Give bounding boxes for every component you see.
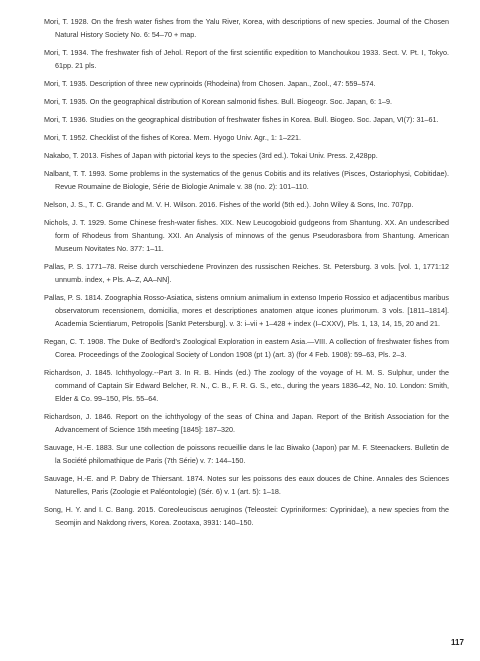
reference-entry: Pallas, P. S. 1814. Zoographia Rosso-Asiatica, sistens omnium animalium in extenso Imperio Rossico et adjacentibus maribus observatorum recensionem, domicilia, mores et descriptiones anatomen atque icones plurimorum. 3 vols. [1811–1814]. Academia Scientiarum, Petropolis [Sankt Petersburg]. v. 3: i–vii + 1–428 + index (I–CXXV), Pls. 1, 13, 14, 15, 20 and 21. [44,293,449,328]
reference-entry: Mori, T. 1936. Studies on the geographical distribution of freshwater fishes in Korea. Bull. Biogeo. Soc. Japan, Ⅵ(7): 31–61. [44,115,439,124]
reference-entry: Mori, T. 1952. Checklist of the fishes of Korea. Mem. Hyogo Univ. Agr., 1: 1–221. [44,133,302,142]
reference-entry: Nichols, J. T. 1929. Some Chinese fresh-water fishes. XIX. New Leucogobioid gudgeons from Shantung. XX. An undescribed form of Rhodeus from Shantung. XXI. An Analysis of minnows of the genus Pseudorasbora from Shantung. American Museum Novitates No. 377: 1–11. [44,218,449,253]
reference-entry: Nalbant, T. T. 1993. Some problems in the systematics of the genus Cobitis and its relatives (Pisces, Ostariophysi, Cobitidae). Revue Roumaine de Biologie, Série de Biologie Animale v. 38 (no. 2): 101–110. [44,169,449,191]
reference-entry: Nakabo, T. 2013. Fishes of Japan with pictorial keys to the species (3rd ed.). Tokai Univ. Press. 2,428pp. [44,151,378,160]
reference-entry: Sauvage, H.-E. 1883. Sur une collection de poissons recueillie dans le lac Biwako (Japon) par M. F. Steenackers. Bulletin de la Société philomathique de Paris (7th Série) v. 7: 144–150. [44,443,449,465]
page-number: 117 [451,638,464,647]
reference-entry: Richardson, J. 1845. Ichthyology.--Part 3. In R. B. Hinds (ed.) The zoology of the voyage of H. M. S. Sulphur, under the command of Captain Sir Edward Belcher, R. N., C. B., F. R. G. S., etc., during the years 1836–42, No. 10. London: Smith, Elder & Co. 99–150, Pls. 55–64. [44,368,449,403]
reference-entry: Song, H. Y. and I. C. Bang. 2015. Coreoleuciscus aeruginos (Teleostei: Cypriniformes: Cyprinidae), a new species from the Seomjin and Nakdong rivers, Korea. Zootaxa, 3931: 140–150. [44,505,449,527]
reference-entry: Sauvage, H.-E. and P. Dabry de Thiersant. 1874. Notes sur les poissons des eaux douces de Chine. Annales des Sciences Naturelles, Paris (Zoologie et Paléontologie) (Sér. 6) v. 1 (art. 5): 1–18. [44,474,449,496]
reference-entry: Regan, C. T. 1908. The Duke of Bedford's Zoological Exploration in eastern Asia.—VIII. A collection of freshwater fishes from Corea. Proceedings of the Zoological Society of London 1908 (pt 1) (art. 3) (for 4 Feb. 1908): 59–63, Pls. 2–3. [44,337,449,359]
reference-entry: Richardson, J. 1846. Report on the ichthyology of the seas of China and Japan. Report of the British Association for the Advancement of Science 15th meeting [1845]: 187–320. [44,412,449,434]
reference-entry: Mori, T. 1928. On the fresh water fishes from the Yalu River, Korea, with descriptions of new species. Journal of the Chosen Natural History Society No. 6: 54–70 + map. [44,17,449,39]
reference-entry: Mori, T. 1935. On the geographical distribution of Korean salmonid fishes. Bull. Biogeogr. Soc. Japan, 6: 1–9. [44,97,393,106]
reference-entry: Pallas, P. S. 1771–78. Reise durch verschiedene Provinzen des russischen Reiches. St. Petersburg. 3 vols. [vol. 1, 1771:12 unnumb. index, + Pls. A–Z, AA–NN]. [44,262,449,284]
reference-entry: Mori, T. 1935. Description of three new cyprinoids (Rhodeina) from Chosen. Japan., Zool., 47: 559–574. [44,79,376,88]
reference-list [44,15,449,534]
reference-entry: Nelson, J. S., T. C. Grande and M. V. H. Wilson. 2016. Fishes of the world (5th ed.). John Wiley & Sons, Inc. 707pp. [44,200,414,209]
reference-entry: Mori, T. 1934. The freshwater fish of Jehol. Report of the first scientific expedition to Manchoukou 1933. Sect. V. Pt. Ⅰ, Tokyo. 61pp. 21 pls. [44,48,449,70]
